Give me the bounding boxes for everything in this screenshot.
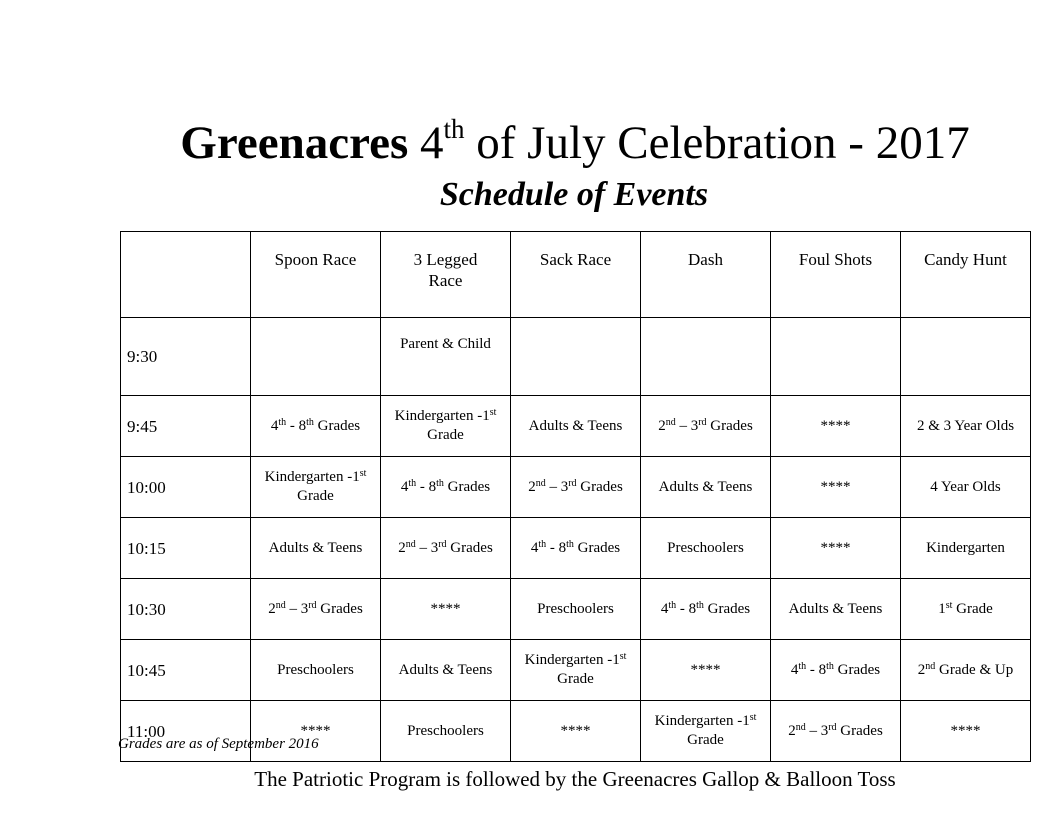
title-rest: of July Celebration - 2017 [476, 117, 970, 169]
time-cell: 10:45 [121, 640, 251, 701]
page-subtitle: Schedule of Events [439, 176, 709, 213]
table-row [121, 518, 1031, 579]
footer-text: The Patriotic Program is followed by the Greenacres Gallop & Balloon Toss [254, 767, 896, 791]
header-corner [121, 232, 251, 318]
title-number: 4 [420, 117, 444, 169]
schedule-cell: Adults & Teens [511, 396, 641, 457]
schedule-cell: 4th - 8th Grades [641, 579, 771, 640]
schedule-cell: Adults & Teens [251, 518, 381, 579]
schedule-cell [251, 318, 381, 396]
schedule-cell: **** [251, 701, 381, 762]
schedule-cell: 2nd Grade & Up [901, 640, 1031, 701]
schedule-cell: 1st Grade [901, 579, 1031, 640]
schedule-cell: Preschoolers [251, 640, 381, 701]
table-row [121, 318, 1031, 396]
schedule-cell: **** [641, 640, 771, 701]
title-bold: Greenacres [180, 117, 409, 169]
time-cell: 9:45 [121, 396, 251, 457]
schedule-cell [901, 318, 1031, 396]
schedule-cell: 4th - 8th Grades [251, 396, 381, 457]
schedule-cell: 4th - 8th Grades [771, 640, 901, 701]
header-row [121, 232, 1031, 318]
schedule-cell: Kindergarten -1st Grade [641, 701, 771, 762]
schedule-cell: Adults & Teens [771, 579, 901, 640]
time-cell: 10:15 [121, 518, 251, 579]
schedule-cell: 2nd – 3rd Grades [381, 518, 511, 579]
title-superscript: th [443, 114, 465, 144]
schedule-cell: 4 Year Olds [901, 457, 1031, 518]
table-row [121, 396, 1031, 457]
schedule-table [120, 231, 1031, 762]
schedule-cell: 2nd – 3rd Grades [641, 396, 771, 457]
grades-note: Grades are as of September 2016 [118, 736, 319, 752]
schedule-cell: Preschoolers [381, 701, 511, 762]
schedule-cell [511, 318, 641, 396]
schedule-cell: 2nd – 3rd Grades [251, 579, 381, 640]
schedule-cell: Kindergarten -1st Grade [511, 640, 641, 701]
page-title [0, 114, 1056, 170]
schedule-cell: **** [381, 579, 511, 640]
time-cell: 10:30 [121, 579, 251, 640]
column-header: Sack Race [511, 232, 641, 318]
schedule-cell: 2 & 3 Year Olds [901, 396, 1031, 457]
time-cell: 10:00 [121, 457, 251, 518]
column-header: 3 Legged Race [381, 232, 511, 318]
time-cell: 11:00 [121, 701, 251, 762]
schedule-cell: Adults & Teens [381, 640, 511, 701]
schedule-cell: Kindergarten -1st Grade [381, 396, 511, 457]
schedule-cell: **** [771, 518, 901, 579]
schedule-cell: Adults & Teens [641, 457, 771, 518]
schedule-cell: Preschoolers [511, 579, 641, 640]
column-header: Dash [641, 232, 771, 318]
time-cell: 9:30 [121, 318, 251, 396]
schedule-cell: Kindergarten -1st Grade [251, 457, 381, 518]
column-header: Spoon Race [251, 232, 381, 318]
column-header: Foul Shots [771, 232, 901, 318]
schedule-cell: Parent & Child [381, 318, 511, 396]
schedule-cell [771, 318, 901, 396]
schedule-cell: 4th - 8th Grades [511, 518, 641, 579]
schedule-cell: **** [771, 457, 901, 518]
schedule-cell: Preschoolers [641, 518, 771, 579]
table-row [121, 640, 1031, 701]
table-row [121, 579, 1031, 640]
schedule-cell: 2nd – 3rd Grades [511, 457, 641, 518]
schedule-cell: **** [511, 701, 641, 762]
schedule-cell: **** [901, 701, 1031, 762]
column-header: Candy Hunt [901, 232, 1031, 318]
schedule-cell: **** [771, 396, 901, 457]
schedule-cell: 4th - 8th Grades [381, 457, 511, 518]
schedule-cell: 2nd – 3rd Grades [771, 701, 901, 762]
schedule-cell [641, 318, 771, 396]
schedule-cell: Kindergarten [901, 518, 1031, 579]
table-row [121, 457, 1031, 518]
